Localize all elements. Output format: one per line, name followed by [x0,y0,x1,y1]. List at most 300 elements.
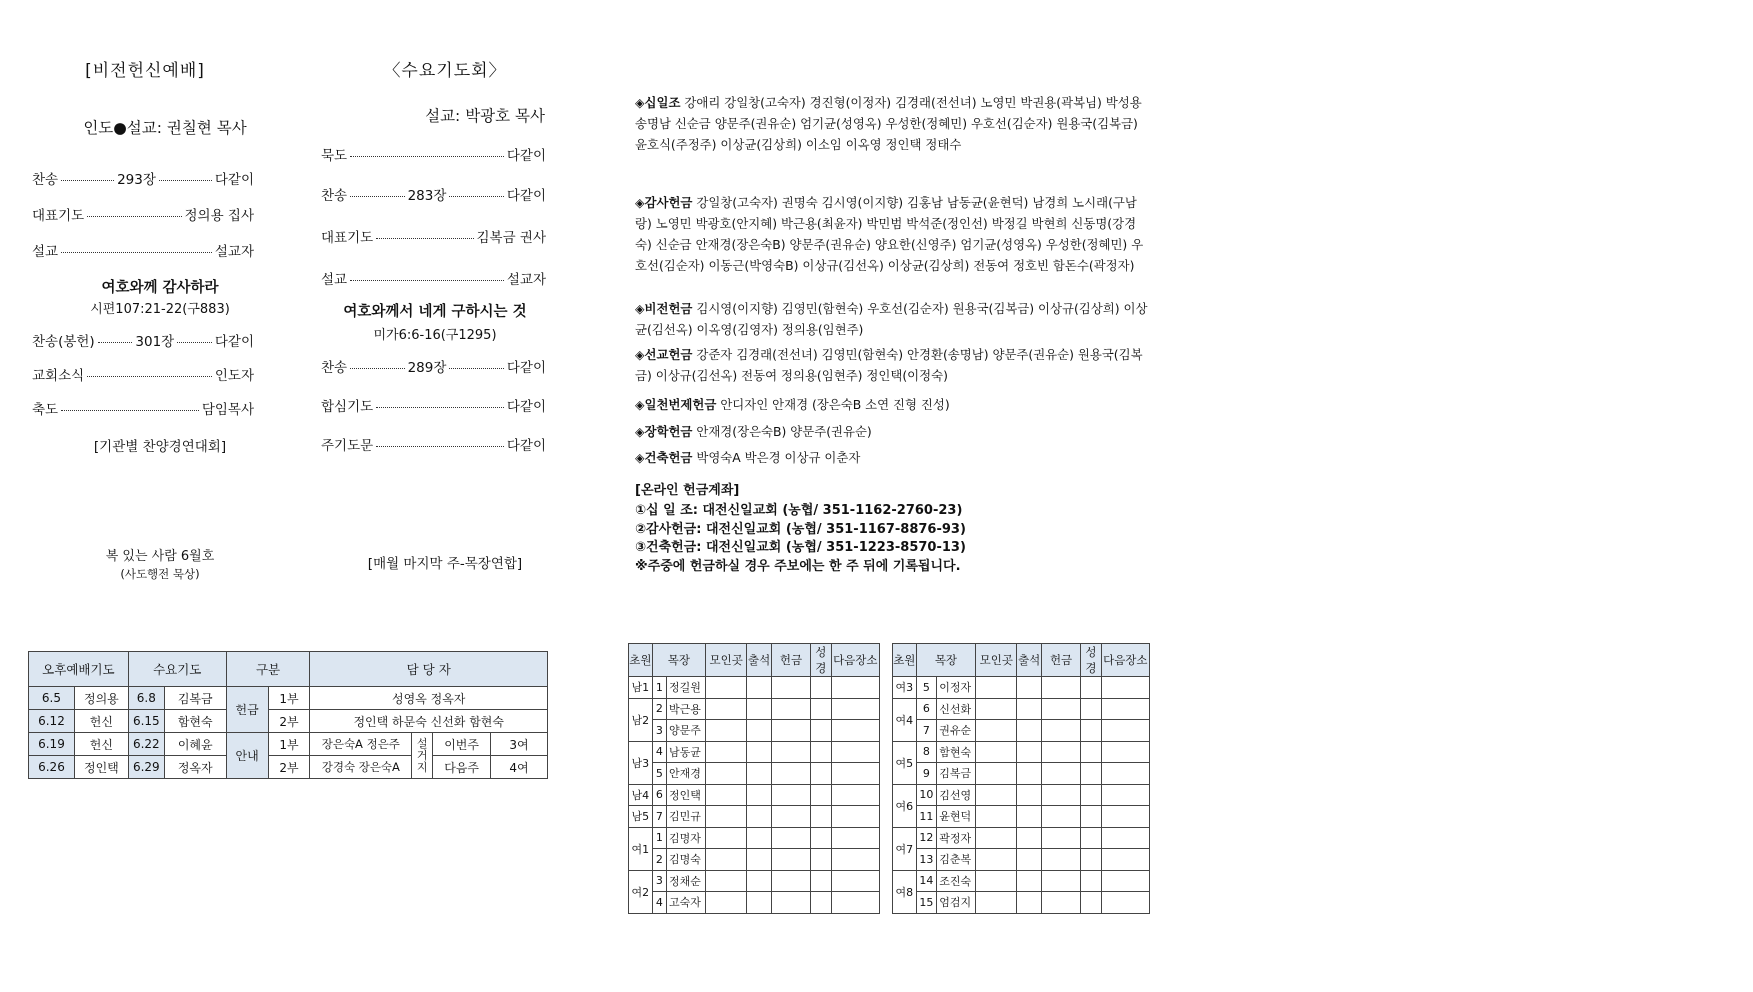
mokjang-number: 3 [652,720,666,742]
duty-side-group: 4여 [491,756,548,779]
offering-key: ◈선교헌금 [635,347,693,362]
mokjang-blank-cell[interactable] [1042,892,1081,914]
leader-dots [87,376,212,377]
mokjang-blank-cell[interactable] [831,720,879,742]
duty-date: 6.12 [29,710,75,733]
mokjang-blank-cell[interactable] [1017,784,1042,806]
mokjang-blank-cell[interactable] [747,849,772,871]
order-who: 다같이 [506,360,546,376]
duty-name: 정인택 [74,756,128,779]
mokjang-header: 성경 [811,644,832,677]
mokjang-blank-cell[interactable] [1017,698,1042,720]
bank-line-2: ②감사헌금: 대전신일교회 (농협/ 351-1167-8876-93) [635,521,966,537]
order-item [32,364,254,384]
mokjang-header: 출석 [747,644,772,677]
order-who: 설교자 [506,272,546,288]
mokjang-leader: 권유순 [937,720,976,742]
order-who: 인도자 [214,368,254,384]
mokjang-row [629,870,880,892]
order-item [321,268,546,288]
offering-key: ◈십일조 [635,95,681,110]
mokjang-blank-cell[interactable] [811,849,832,871]
offering-names: 강일창(고숙자) 권명숙 김시영(이지향) 김홍남 남동균(윤현덕) 남경희 노시래(구남랑) 노영민 박광호(안지혜) 박근용(최윤자) 박민범 박석준(정인선) 박정길 박현희 신동명(강경숙) 신순금 안재경(장은숙B) 양문주(권유순) 양요한(신영주) 엄기균(성영옥) 우성한(정혜민) 우호선(김순자) 이동근(박영숙B) 이상규(김선옥) 이상균(김상희) 전동여 정호빈 함돈수(곽정자) [635,195,1144,273]
mokjang-blank-cell[interactable] [706,784,747,806]
mokjang-number: 15 [916,892,937,914]
mokjang-blank-cell[interactable] [706,827,747,849]
mokjang-blank-cell[interactable] [1101,827,1149,849]
mokjang-blank-cell[interactable] [1101,698,1149,720]
offering-key: ◈건축헌금 [635,450,693,465]
mokjang-blank-cell[interactable] [811,806,832,828]
mokjang-leader: 이정자 [937,677,976,699]
mokjang-blank-cell[interactable] [976,784,1017,806]
mokjang-row [629,849,880,871]
duty-table [28,651,548,779]
mokjang-leader: 김복금 [937,763,976,785]
mokjang-row [629,720,880,742]
duty-side-name: 다음주 [433,756,491,779]
order-item [32,204,254,224]
mokjang-blank-cell[interactable] [831,763,879,785]
mokjang-blank-cell[interactable] [747,892,772,914]
leader-dots [350,368,404,369]
mokjang-blank-cell[interactable] [976,741,1017,763]
duty-people: 정인택 하문숙 신선화 함현숙 [310,710,548,733]
mokjang-blank-cell[interactable] [1081,827,1102,849]
order-item [321,395,546,415]
mokjang-leader: 김선영 [937,784,976,806]
blessed-subtitle: (사도행전 묵상) [120,567,200,581]
mokjang-blank-cell[interactable] [811,763,832,785]
order-item [32,398,254,418]
duty-name: 정의용 [74,687,128,710]
mokjang-leader: 고숙자 [667,892,706,914]
mokjang-number: 6 [916,698,937,720]
mokjang-row [629,763,880,785]
mokjang-blank-cell[interactable] [1042,763,1081,785]
leader-dots [159,180,212,181]
mokjang-number: 1 [652,827,666,849]
order-value: 289장 [407,360,447,376]
leader-dots [350,156,504,157]
mokjang-blank-cell[interactable] [976,698,1017,720]
mokjang-group: 남1 [629,677,653,699]
mokjang-blank-cell[interactable] [1042,741,1081,763]
order-item [321,226,546,246]
leader-dots [61,180,114,181]
duty-header-gubun: 구분 [226,652,310,687]
order-label: 주기도문 [321,438,374,454]
offering-key: ◈감사헌금 [635,195,693,210]
duty-part: 2부 [268,710,310,733]
mokjang-leader: 안재경 [667,763,706,785]
mokjang-leader: 정채순 [667,870,706,892]
mokjang-blank-cell[interactable] [747,870,772,892]
mokjang-number: 6 [652,784,666,806]
bank-line-3: ③건축헌금: 대전신일교회 (농협/ 351-1223-8570-13) [635,540,966,555]
mokjang-blank-cell[interactable] [976,806,1017,828]
mokjang-number: 2 [652,849,666,871]
mokjang-blank-cell[interactable] [976,720,1017,742]
mokjang-blank-cell[interactable] [706,698,747,720]
mokjang-blank-cell[interactable] [706,892,747,914]
offering-block [635,447,1150,468]
mokjang-blank-cell[interactable] [1017,741,1042,763]
leader-dots [376,446,504,447]
order-who: 다같이 [214,172,254,188]
order-who: 다같이 [506,188,546,204]
offering-block [635,298,1150,340]
mokjang-blank-cell[interactable] [706,849,747,871]
mokjang-number: 8 [916,741,937,763]
mokjang-blank-cell[interactable] [1081,849,1102,871]
duty-header-person: 담 당 자 [310,652,548,687]
duty-part: 2부 [268,756,310,779]
mokjang-blank-cell[interactable] [1017,892,1042,914]
mokjang-header: 다음장소 [831,644,879,677]
mokjang-leader: 함현숙 [937,741,976,763]
mokjang-header: 모인곳 [706,644,747,677]
mokjang-blank-cell[interactable] [976,870,1017,892]
order-label: 찬송 [321,360,348,376]
order-label: 묵도 [321,148,348,164]
mokjang-blank-cell[interactable] [1081,677,1102,699]
mokjang-group: 남4 [629,784,653,806]
mokjang-blank-cell[interactable] [1042,720,1081,742]
leader-dots [376,238,473,239]
order-who: 정의용 집사 [184,208,254,224]
mokjang-blank-cell[interactable] [771,892,810,914]
mokjang-blank-cell[interactable] [1042,827,1081,849]
mokjang-blank-cell[interactable] [771,784,810,806]
order-who: 설교자 [214,244,254,260]
middle-preacher: 설교: 박광호 목사 [425,107,545,125]
mokjang-blank-cell[interactable] [1017,677,1042,699]
mokjang-blank-cell[interactable] [706,720,747,742]
dishwash-text: 설거지 [416,736,428,774]
mokjang-table-left [628,643,880,914]
order-item [321,434,546,454]
mokjang-blank-cell[interactable] [1042,870,1081,892]
duty-part: 1부 [268,687,310,710]
mokjang-row [629,892,880,914]
leader-dots [177,342,212,343]
mokjang-blank-cell[interactable] [1101,763,1149,785]
duty-part: 1부 [268,733,310,756]
mokjang-blank-cell[interactable] [831,677,879,699]
duty-date: 6.5 [29,687,75,710]
duty-gubun-guide: 안내 [226,733,268,779]
order-item [321,356,546,376]
mokjang-row [893,741,1150,763]
mokjang-row [629,741,880,763]
leader-dots [87,216,181,217]
leader-dots [98,342,133,343]
mokjang-group: 여7 [893,827,917,870]
mokjang-leader: 정인택 [667,784,706,806]
mokjang-blank-cell[interactable] [706,741,747,763]
duty-name: 헌신 [74,733,128,756]
left-sermon-ref: 시편107:21-22(구883) [90,302,230,317]
offering-key: ◈일천번제헌금 [635,397,717,412]
middle-sermon-title: 여호와께서 네게 구하시는 것 [343,304,527,320]
bank-line-1: ①십 일 조: 대전신일교회 (농협/ 351-1162-2760-23) [635,503,963,518]
leader-dots [61,410,199,411]
order-value: 293장 [117,172,156,188]
mokjang-blank-cell[interactable] [1017,827,1042,849]
mokjang-number: 5 [652,763,666,785]
offering-block [635,394,1150,415]
mokjang-number: 1 [652,677,666,699]
mokjang-group: 여6 [893,784,917,827]
mokjang-header: 출석 [1017,644,1042,677]
order-label: 대표기도 [321,230,374,246]
mokjang-row [893,806,1150,828]
duty-date: 6.19 [29,733,75,756]
mokjang-number: 11 [916,806,937,828]
mokjang-header: 목장 [652,644,705,677]
mokjang-leader: 남동균 [667,741,706,763]
mokjang-blank-cell[interactable] [811,677,832,699]
mokjang-leader: 양문주 [667,720,706,742]
mokjang-blank-cell[interactable] [706,677,747,699]
mokjang-row [893,827,1150,849]
order-who: 김복금 권사 [476,230,546,246]
mokjang-row [629,698,880,720]
mokjang-blank-cell[interactable] [831,870,879,892]
duty-gubun-offering: 헌금 [226,687,268,733]
offering-names: 안디자인 안재경 (장은숙B 소연 진형 진성) [720,397,950,412]
mokjang-blank-cell[interactable] [811,784,832,806]
duty-name: 헌신 [74,710,128,733]
mokjang-blank-cell[interactable] [1081,870,1102,892]
offering-key: ◈비전헌금 [635,301,693,316]
order-value: 301장 [135,334,175,350]
mokjang-blank-cell[interactable] [1081,784,1102,806]
mokjang-blank-cell[interactable] [747,806,772,828]
mokjang-leader: 김민규 [667,806,706,828]
mokjang-blank-cell[interactable] [1042,806,1081,828]
mokjang-blank-cell[interactable] [831,784,879,806]
mokjang-leader: 조진숙 [937,870,976,892]
mokjang-blank-cell[interactable] [976,677,1017,699]
bank-note: ※주중에 헌금하실 경우 주보에는 한 주 뒤에 기록됩니다. [635,559,961,574]
offering-names: 김시영(이지향) 김영민(함현숙) 우호선(김순자) 원용국(김복금) 이상규(김상희) 이상균(김선옥) 이옥영(김영자) 정의용(임현주) [635,301,1148,337]
mokjang-blank-cell[interactable] [1101,677,1149,699]
middle-title: 〈수요기도회〉 [383,61,507,81]
order-label: 설교 [32,244,59,260]
mokjang-group: 여1 [629,827,653,870]
mokjang-blank-cell[interactable] [1042,784,1081,806]
mokjang-number: 14 [916,870,937,892]
mokjang-blank-cell[interactable] [1017,849,1042,871]
order-who: 다같이 [506,438,546,454]
mokjang-blank-cell[interactable] [1081,698,1102,720]
offering-key: ◈장학헌금 [635,424,693,439]
mokjang-header: 헌금 [771,644,810,677]
mokjang-blank-cell[interactable] [1081,720,1102,742]
mokjang-blank-cell[interactable] [1042,698,1081,720]
mokjang-blank-cell[interactable] [1081,892,1102,914]
middle-footer: [매월 마지막 주-목장연합] [367,556,523,572]
mokjang-blank-cell[interactable] [747,698,772,720]
leader-dots [61,252,212,253]
mokjang-blank-cell[interactable] [831,741,879,763]
mokjang-blank-cell[interactable] [747,741,772,763]
mokjang-blank-cell[interactable] [811,741,832,763]
mokjang-blank-cell[interactable] [771,806,810,828]
order-item [321,184,546,204]
offering-block [635,92,1150,155]
order-value: 283장 [407,188,447,204]
order-label: 찬송(봉헌) [32,334,95,350]
mokjang-blank-cell[interactable] [1101,870,1149,892]
mokjang-row [893,870,1150,892]
mokjang-leader: 김명자 [667,827,706,849]
order-who: 다같이 [506,148,546,164]
mokjang-blank-cell[interactable] [747,827,772,849]
mokjang-leader: 박근용 [667,698,706,720]
mokjang-row [629,784,880,806]
mokjang-blank-cell[interactable] [706,806,747,828]
duty-name: 김복금 [164,687,226,710]
left-leader: 인도●설교: 권칠현 목사 [83,119,247,137]
duty-dishwash-label [412,733,433,779]
mokjang-group: 남5 [629,806,653,828]
left-title: [비전헌신예배] [85,61,205,81]
mokjang-blank-cell[interactable] [831,698,879,720]
mokjang-blank-cell[interactable] [1101,806,1149,828]
mokjang-blank-cell[interactable] [1101,720,1149,742]
mokjang-number: 5 [916,677,937,699]
order-label: 설교 [321,272,348,288]
mokjang-group: 여3 [893,677,917,699]
mokjang-blank-cell[interactable] [1081,806,1102,828]
mokjang-blank-cell[interactable] [771,741,810,763]
mokjang-header: 다음장소 [1101,644,1149,677]
mokjang-blank-cell[interactable] [976,827,1017,849]
mokjang-blank-cell[interactable] [831,827,879,849]
mokjang-leader: 신선화 [937,698,976,720]
offering-names: 안재경(장은숙B) 양문주(권유순) [696,424,872,439]
mokjang-table-right [892,643,1150,914]
left-sermon-title: 여호와께 감사하라 [101,280,219,296]
mokjang-blank-cell[interactable] [771,763,810,785]
mokjang-blank-cell[interactable] [1042,677,1081,699]
leader-dots [376,407,504,408]
mokjang-group: 남2 [629,698,653,741]
mokjang-blank-cell[interactable] [811,698,832,720]
leader-dots [350,280,504,281]
mokjang-header: 초원 [629,644,653,677]
mokjang-header: 성경 [1081,644,1102,677]
order-who: 다같이 [506,399,546,415]
mokjang-number: 7 [652,806,666,828]
order-label: 교회소식 [32,368,85,384]
mokjang-blank-cell[interactable] [747,784,772,806]
order-item [32,330,254,350]
mokjang-blank-cell[interactable] [1017,806,1042,828]
mokjang-blank-cell[interactable] [831,806,879,828]
mokjang-blank-cell[interactable] [706,763,747,785]
mokjang-blank-cell[interactable] [771,698,810,720]
order-who: 다같이 [214,334,255,350]
mokjang-blank-cell[interactable] [1101,892,1149,914]
order-who: 담임목사 [201,402,254,418]
mokjang-blank-cell[interactable] [1101,849,1149,871]
mokjang-blank-cell[interactable] [976,892,1017,914]
order-item [321,144,546,164]
duty-name: 이혜윤 [164,733,226,756]
mokjang-blank-cell[interactable] [1017,763,1042,785]
duty-people: 성영옥 정옥자 [310,687,548,710]
duty-name: 정옥자 [164,756,226,779]
order-label: 합심기도 [321,399,374,415]
mokjang-blank-cell[interactable] [771,870,810,892]
mokjang-blank-cell[interactable] [811,870,832,892]
mokjang-blank-cell[interactable] [1017,720,1042,742]
mokjang-row [629,677,880,699]
mokjang-blank-cell[interactable] [771,827,810,849]
duty-people: 강경숙 장은숙A [310,756,412,779]
mokjang-blank-cell[interactable] [1081,763,1102,785]
mokjang-row [893,698,1150,720]
mokjang-row [893,677,1150,699]
mokjang-row [893,892,1150,914]
offering-block [635,192,1150,276]
mokjang-row [893,763,1150,785]
mokjang-group: 여8 [893,870,917,913]
mokjang-blank-cell[interactable] [1017,870,1042,892]
mokjang-blank-cell[interactable] [706,870,747,892]
mokjang-blank-cell[interactable] [747,763,772,785]
order-label: 축도 [32,402,59,418]
mokjang-leader: 김명숙 [667,849,706,871]
mokjang-blank-cell[interactable] [811,720,832,742]
mokjang-blank-cell[interactable] [976,849,1017,871]
leader-dots [449,368,503,369]
offering-names: 강준자 김경래(전선녀) 김영민(함현숙) 안경환(송명남) 양문주(권유순) 원용국(김복금) 이상규(김선옥) 전동여 정의용(임현주) 정인택(이정숙) [635,347,1143,383]
mokjang-number: 10 [916,784,937,806]
mokjang-blank-cell[interactable] [1081,741,1102,763]
mokjang-leader: 김춘복 [937,849,976,871]
mokjang-blank-cell[interactable] [811,892,832,914]
mokjang-blank-cell[interactable] [771,677,810,699]
mokjang-blank-cell[interactable] [831,849,879,871]
duty-name: 함현숙 [164,710,226,733]
mokjang-blank-cell[interactable] [771,849,810,871]
mokjang-blank-cell[interactable] [811,827,832,849]
left-footer: [기관별 찬양경연대회] [93,439,227,455]
duty-date: 6.22 [128,733,164,756]
offering-block [635,421,1150,442]
mokjang-leader: 정길원 [667,677,706,699]
mokjang-number: 2 [652,698,666,720]
duty-header-afternoon: 오후예배기도 [29,652,129,687]
mokjang-blank-cell[interactable] [976,763,1017,785]
mokjang-blank-cell[interactable] [1101,784,1149,806]
duty-people: 장은숙A 정은주 [310,733,412,756]
mokjang-blank-cell[interactable] [1101,741,1149,763]
mokjang-blank-cell[interactable] [831,892,879,914]
mokjang-number: 7 [916,720,937,742]
mokjang-blank-cell[interactable] [1042,849,1081,871]
mokjang-leader: 곽정자 [937,827,976,849]
mokjang-blank-cell[interactable] [747,677,772,699]
mokjang-blank-cell[interactable] [771,720,810,742]
mokjang-blank-cell[interactable] [747,720,772,742]
mokjang-row [893,849,1150,871]
